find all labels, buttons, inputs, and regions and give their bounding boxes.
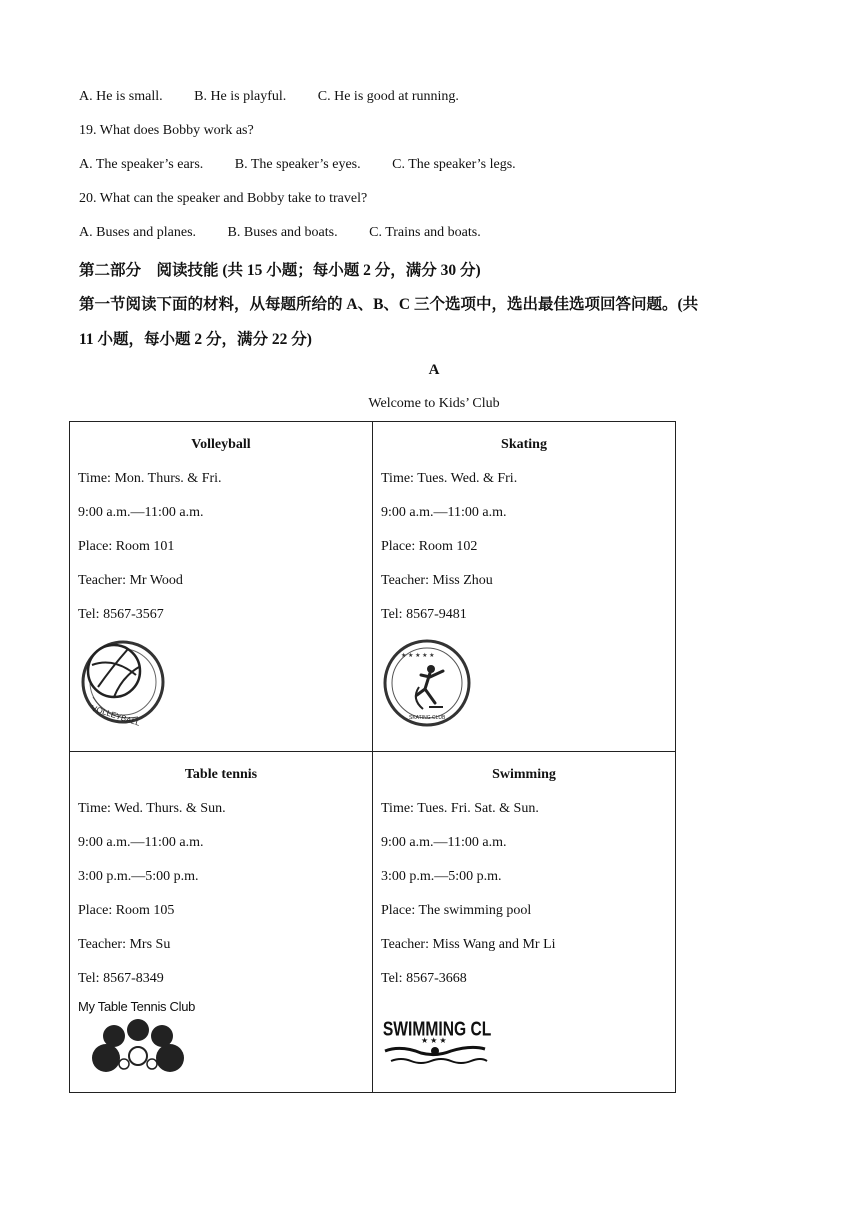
club-time: Time: Tues. Fri. Sat. & Sun. bbox=[381, 801, 539, 816]
club-cell-skating bbox=[373, 422, 676, 752]
club-tel: Tel: 8567-3668 bbox=[381, 971, 467, 986]
part2-heading: 第二部分 阅读技能 (共 15 小题；每小题 2 分，满分 30 分) bbox=[79, 262, 481, 279]
svg-text:SKATING CLUB: SKATING CLUB bbox=[409, 715, 446, 721]
club-schedule-table bbox=[69, 421, 676, 1093]
q18-option-a: A. He is small. bbox=[79, 89, 163, 104]
club-name: Skating bbox=[501, 437, 547, 452]
club-hours: 9:00 a.m.—11:00 a.m. bbox=[381, 835, 507, 850]
q20-options bbox=[79, 225, 509, 241]
q18-option-c: C. He is good at running. bbox=[317, 89, 459, 104]
club-name: Table tennis bbox=[184, 767, 258, 782]
q20-stem: 20. What can the speaker and Bobby take to travel? bbox=[79, 191, 368, 206]
club-place: Place: Room 105 bbox=[78, 903, 175, 918]
q19-option-c: C. The speaker’s legs. bbox=[392, 157, 516, 172]
section1-instruction-line1: 第一节阅读下面的材料，从每题所给的 A、B、C 三个选项中，选出最佳选项回答问题。(共 bbox=[79, 296, 699, 313]
club-place: Place: The swimming pool bbox=[381, 903, 532, 918]
club-hours: 9:00 a.m.—11:00 a.m. bbox=[78, 835, 204, 850]
section1-instruction-line2: 11 小题，每小题 2 分，满分 22 分) bbox=[79, 331, 312, 348]
passage-title: Welcome to Kids’ Club bbox=[368, 396, 500, 411]
club-hours: 9:00 a.m.—11:00 a.m. bbox=[381, 505, 507, 520]
club-tel: Tel: 8567-8349 bbox=[78, 971, 164, 986]
passage-label: A bbox=[428, 362, 440, 378]
club-tel: Tel: 8567-3567 bbox=[78, 607, 164, 622]
q19-option-a: A. The speaker’s ears. bbox=[79, 157, 204, 172]
club-teacher: Teacher: Miss Wang and Mr Li bbox=[381, 937, 556, 952]
club-name: Swimming bbox=[492, 767, 556, 782]
club-tel: Tel: 8567-9481 bbox=[381, 607, 467, 622]
q19-options bbox=[79, 157, 544, 173]
q18-options bbox=[79, 89, 487, 105]
q18-option-b: B. He is playful. bbox=[194, 89, 287, 104]
club-teacher: Teacher: Mrs Su bbox=[78, 937, 171, 952]
skating-logo-icon bbox=[381, 637, 667, 734]
svg-text:VOLLEYBALL: VOLLEYBALL bbox=[90, 703, 142, 727]
q19-stem: 19. What does Bobby work as? bbox=[79, 123, 254, 138]
svg-text:SWIMMING CLUB: SWIMMING CL bbox=[382, 1017, 491, 1040]
q19-option-b: B. The speaker’s eyes. bbox=[234, 157, 361, 172]
club-hours: 9:00 a.m.—11:00 a.m. bbox=[78, 505, 204, 520]
club-name: Volleyball bbox=[191, 437, 251, 452]
club-place: Place: Room 101 bbox=[78, 539, 175, 554]
club-teacher: Teacher: Mr Wood bbox=[78, 573, 183, 588]
swimming-logo-icon bbox=[381, 1009, 667, 1076]
table-tennis-logo-icon bbox=[78, 999, 364, 1081]
club-cell-table-tennis bbox=[70, 752, 373, 1093]
club-cell-volleyball bbox=[70, 422, 373, 752]
club-time: Time: Tues. Wed. & Fri. bbox=[381, 471, 518, 486]
q20-option-c: C. Trains and boats. bbox=[369, 225, 481, 240]
club-hours: 3:00 p.m.—5:00 p.m. bbox=[78, 869, 199, 884]
svg-text:★ ★ ★: ★ ★ ★ bbox=[421, 1036, 447, 1045]
table-tennis-logo-text: My Table Tennis Club bbox=[78, 999, 196, 1014]
club-time: Time: Mon. Thurs. & Fri. bbox=[78, 471, 222, 486]
q20-option-b: B. Buses and boats. bbox=[227, 225, 338, 240]
club-hours: 3:00 p.m.—5:00 p.m. bbox=[381, 869, 502, 884]
club-cell-swimming bbox=[373, 752, 676, 1093]
volleyball-logo-icon bbox=[78, 637, 364, 732]
svg-text:★ ★ ★ ★ ★: ★ ★ ★ ★ ★ bbox=[401, 653, 435, 659]
q20-option-a: A. Buses and planes. bbox=[79, 225, 197, 240]
club-place: Place: Room 102 bbox=[381, 539, 478, 554]
club-time: Time: Wed. Thurs. & Sun. bbox=[78, 801, 226, 816]
club-teacher: Teacher: Miss Zhou bbox=[381, 573, 493, 588]
